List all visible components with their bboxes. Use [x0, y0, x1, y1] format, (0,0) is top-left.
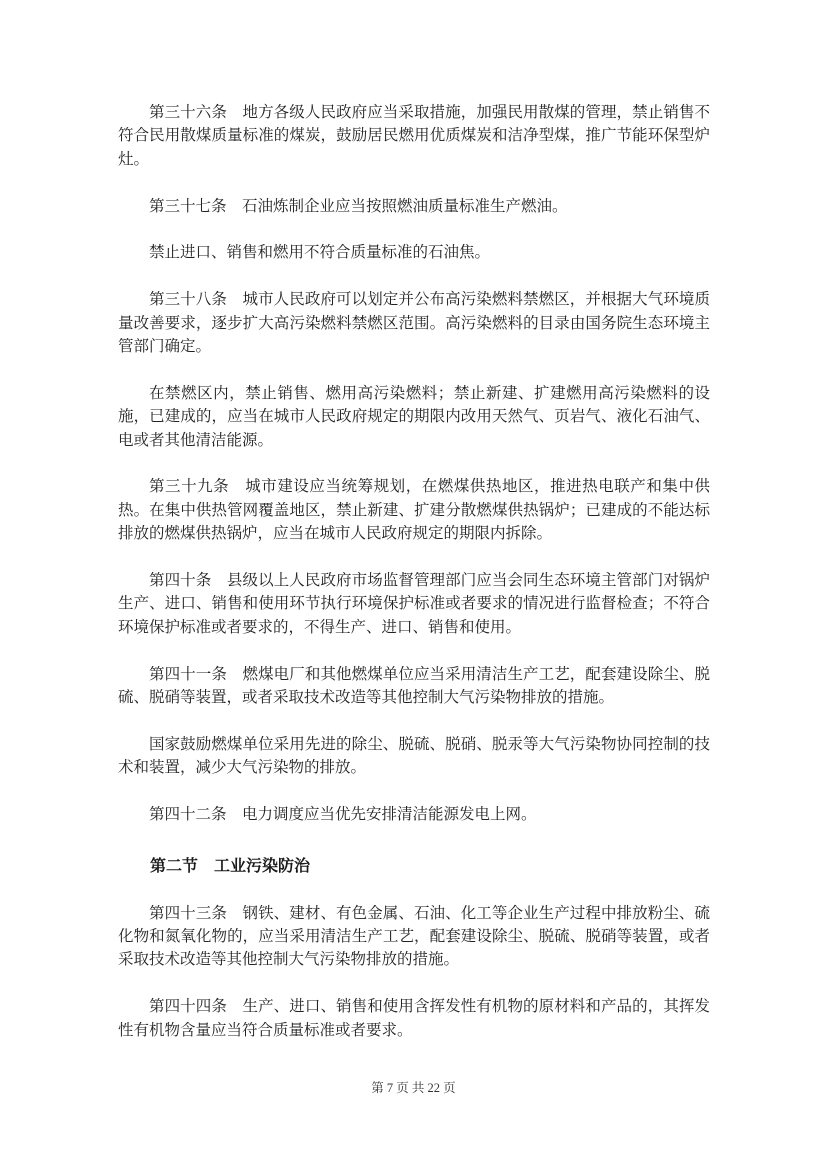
article-paragraph: 第三十八条 城市人民政府可以划定并公布高污染燃料禁燃区，并根据大气环境质量改善要求，逐步扩大高污染燃料禁燃区范围。高污染燃料的目录由国务院生态环境主管部门确定。: [118, 291, 710, 356]
page-footer: [0, 1079, 827, 1097]
article-paragraph: 第三十七条 石油炼制企业应当按照燃油质量标准生产燃油。: [149, 197, 568, 215]
article-paragraph: 第四十二条 电力调度应当优先安排清洁能源发电上网。: [149, 806, 537, 824]
article-paragraph: 第四十四条 生产、进口、销售和使用含挥发性有机物的原材料和产品的，其挥发性有机物含量应当符合质量标准或者要求。: [118, 998, 710, 1039]
page-number-label: 第 7 页 共 22 页: [371, 1081, 456, 1095]
body-paragraph: 在禁燃区内，禁止销售、燃用高污染燃料；禁止新建、扩建燃用高污染燃料的设施，已建成的，应当在城市人民政府规定的期限内改用天然气、页岩气、液化石油气、电或者其他清洁能源。: [118, 384, 710, 449]
article-paragraph: 第三十九条 城市建设应当统筹规划，在燃煤供热地区，推进热电联产和集中供热。在集中供热管网覆盖地区，禁止新建、扩建分散燃煤供热锅炉；已建成的不能达标排放的燃煤供热锅炉，应当在城市人民政府规定的期限内拆除。: [118, 478, 710, 543]
body-paragraph: 禁止进口、销售和燃用不符合质量标准的石油焦。: [149, 244, 491, 262]
section-heading: 第二节 工业污染防治: [150, 857, 311, 875]
article-paragraph: 第四十三条 钢铁、建材、有色金属、石油、化工等企业生产过程中排放粉尘、硫化物和氮氧化物的，应当采用清洁生产工艺，配套建设除尘、脱硫、脱硝等装置，或者采取技术改造等其他控制大气污染物排放的措施。: [118, 904, 710, 969]
article-paragraph: 第三十六条 地方各级人民政府应当采取措施，加强民用散煤的管理，禁止销售不符合民用散煤质量标准的煤炭，鼓励居民燃用优质煤炭和洁净型煤，推广节能环保型炉灶。: [118, 104, 710, 168]
article-paragraph: 第四十一条 燃煤电厂和其他燃煤单位应当采用清洁生产工艺，配套建设除尘、脱硫、脱硝等装置，或者采取技术改造等其他控制大气污染物排放的措施。: [118, 665, 710, 707]
body-paragraph: 国家鼓励燃煤单位采用先进的除尘、脱硫、脱硝、脱汞等大气污染物协同控制的技术和装置，减少大气污染物的排放。: [118, 735, 710, 777]
article-paragraph: 第四十条 县级以上人民政府市场监督管理部门应当会同生态环境主管部门对锅炉生产、进口、销售和使用环节执行环境保护标准或者要求的情况进行监督检查；不符合环境保护标准或者要求的，不得生产、进口、销售和使用。: [118, 572, 710, 636]
document-content: [118, 101, 710, 1042]
